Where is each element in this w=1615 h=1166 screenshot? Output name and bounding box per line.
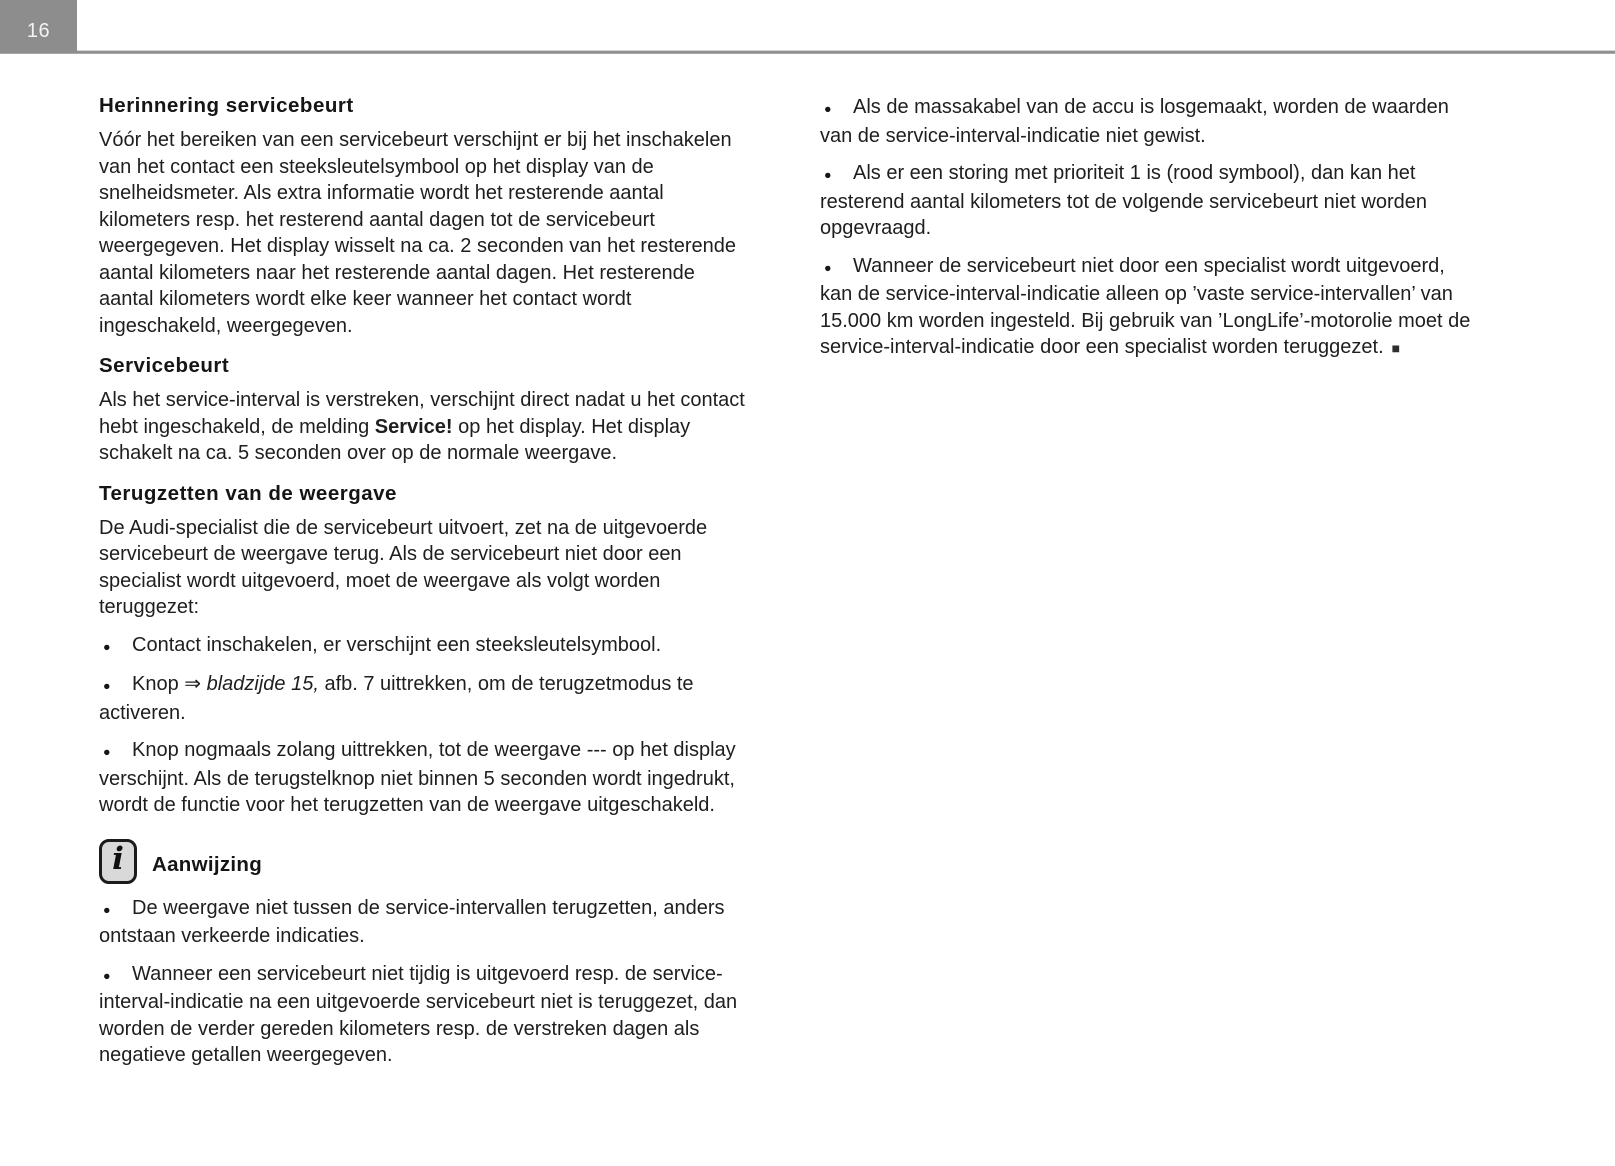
header-rule	[0, 50, 1615, 54]
info-icon-letter: i	[112, 841, 124, 877]
page-number: 16	[26, 20, 51, 42]
bullet-text: Knop nogmaals zolang uittrekken, tot de weergave --- op het display verschijnt. Als de terugstelknop niet binnen 5 seconden wordt ingedrukt, wordt de functie voor het terugzetten van de weergave uitgeschakeld.	[99, 739, 736, 816]
bullet-massakabel	[820, 94, 1480, 149]
bullet-text: De weergave niet tussen de service-intervallen terugzetten, anders ontstaan verkeerde indicaties.	[99, 896, 725, 947]
bullet-icon: ●	[103, 968, 111, 983]
bullet-text: Knop ⇒	[132, 673, 207, 695]
info-icon	[99, 839, 137, 884]
section-title-herinnering-servicebeurt: Herinnering servicebeurt	[99, 94, 354, 117]
note-bullet-weergave	[99, 895, 754, 950]
bullet-storing-prioriteit	[820, 160, 1480, 242]
paragraph-text: Als het service-interval is verstreken, verschijnt direct nadat u het contact hebt ingeschakeld, de melding	[99, 389, 745, 438]
bullet-icon: ●	[103, 679, 111, 693]
paragraph-text: op het display. Het display schakelt na ca. 5 seconden over op de normale weergave.	[99, 415, 691, 464]
bullet-icon: ●	[103, 639, 111, 654]
bullet-vaste-service-intervallen	[820, 253, 1480, 362]
bullet-icon: ●	[103, 902, 111, 917]
bullet-icon: ●	[824, 102, 832, 116]
page-reference: bladzijde 15,	[206, 673, 319, 695]
bullet-text: Wanneer een servicebeurt niet tijdig is uitgevoerd resp. de service-interval-indicatie na een uitgevoerde servicebeurt niet is teruggezet, dan worden de verder gereden kilometers resp. de verstreken dagen als negatieve getallen weergegeven.	[99, 962, 738, 1066]
bullet-text: Contact inschakelen, er verschijnt een steeksleutelsymbool.	[132, 633, 662, 656]
section-title-terugzetten: Terugzetten van de weergave	[99, 481, 397, 505]
paragraph-herinnering-servicebeurt: Vóór het bereiken van een servicebeurt verschijnt er bij het inschakelen van het contact een steeksleutelsymbool op het display van de snelheidsmeter. Als extra informatie wordt het resterende aantal kilometers resp. het resterend aantal dagen tot de servicebeurt weergegeven. Het display wisselt na ca. 2 seconden van het resterende aantal kilometers naar het resterende aantal dagen. Het resterende aantal kilometers wordt elke keer wanneer het contact wordt ingeschakeld, weergegeven.	[99, 129, 737, 337]
note-heading	[99, 839, 754, 884]
bullet-text: Wanneer de servicebeurt niet door een specialist wordt uitgevoerd, kan de service-interval-indicatie alleen op ’vaste service-intervallen’ van 15.000 km worden ingesteld. Bij gebruik van ’LongLife’-motorolie moet de service-interval-indicatie door een specialist worden teruggezet.	[820, 254, 1471, 358]
bold-service-word: Service!	[374, 415, 453, 438]
page-number-box	[0, 0, 77, 53]
end-of-section-icon: ■	[1391, 340, 1401, 356]
bullet-icon: ●	[824, 260, 832, 275]
bullet-contact-inschakelen	[99, 632, 754, 661]
bullet-text: Als er een storing met prioriteit 1 is (rood symbool), dan kan het resterend aantal kilometers tot de volgende servicebeurt niet worden opgevraagd.	[820, 162, 1428, 239]
note-bullet-servicebeurt-niet-tijdig	[99, 961, 754, 1069]
left-column	[99, 94, 754, 1069]
paragraph-servicebeurt	[99, 387, 754, 467]
bullet-text: Als de massakabel van de accu is losgemaakt, worden de waarden van de service-interval-indicatie niet gewist.	[820, 96, 1449, 147]
paragraph-terugzetten: De Audi-specialist die de servicebeurt uitvoert, zet na de uitgevoerde servicebeurt de weergave terug. Als de servicebeurt niet door een specialist wordt uitgevoerd, moet de weergave als volgt worden teruggezet:	[99, 516, 708, 618]
bullet-knop-nogmaals	[99, 737, 754, 819]
section-title-servicebeurt: Servicebeurt	[99, 354, 230, 377]
bullet-knop-uittrekken	[99, 671, 754, 726]
right-column	[820, 94, 1480, 362]
bullet-icon: ●	[824, 168, 832, 182]
bullet-text: afb. 7 uittrekken, om de terugzetmodus te activeren.	[99, 673, 694, 724]
note-title: Aanwijzing	[152, 852, 263, 876]
bullet-icon: ●	[103, 745, 111, 759]
